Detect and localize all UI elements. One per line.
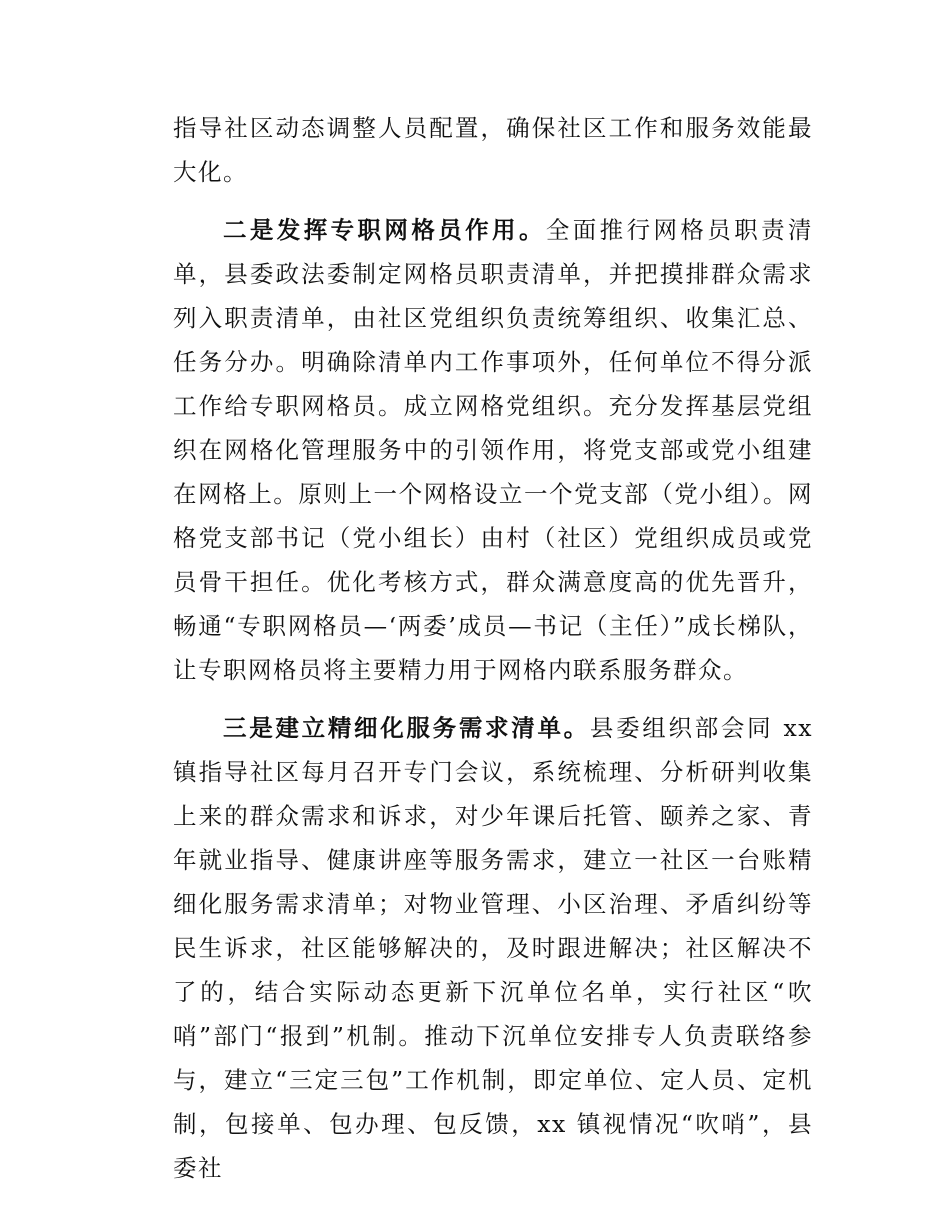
- paragraph-text: 指导社区动态调整人员配置，确保社区工作和服务效能最大化。: [173, 114, 813, 186]
- document-page: [173, 106, 813, 1190]
- paragraph-service-demand-list: [173, 706, 813, 1190]
- paragraph-continuation: [173, 106, 813, 194]
- paragraph-lead-heading: 二是发挥专职网格员作用。: [223, 216, 546, 244]
- paragraph-text: 全面推行网格员职责清单，县委政法委制定网格员职责清单，并把摸排群众需求列入职责清单，由社区党组织负责统筹组织、收集汇总、任务分办。明确除清单内工作事项外，任何单位不得分派工作给专职网格员。成立网格党组织。充分发挥基层党组织在网格化管理服务中的引领作用，将党支部或党小组建在网格上。原则上一个网格设立一个党支部（党小组）。网格党支部书记（党小组长）由村（社区）党组织成员或党员骨干担任。优化考核方式，群众满意度高的优先晋升，畅通“专职网格员—‘两委’成员—书记（主任）”成长梯队，让专职网格员将主要精力用于网格内联系服务群众。: [173, 216, 814, 684]
- paragraph-lead-heading: 三是建立精细化服务需求清单。: [223, 714, 590, 742]
- paragraph-grid-workers: [173, 208, 813, 692]
- paragraph-text: 县委组织部会同 xx 镇指导社区每月召开专门会议，系统梳理、分析研判收集上来的群众需求和诉求，对少年课后托管、颐养之家、青年就业指导、健康讲座等服务需求，建立一社区一台账精细化服务需求清单；对物业管理、小区治理、矛盾纠纷等民生诉求，社区能够解决的，及时跟进解决；社区解决不了的，结合实际动态更新下沉单位名单，实行社区“吹哨”部门“报到”机制。推动下沉单位安排专人负责联络参与，建立“三定三包”工作机制，即定单位、定人员、定机制，包接单、包办理、包反馈，xx 镇视情况“吹哨”，县委社: [173, 714, 813, 1182]
